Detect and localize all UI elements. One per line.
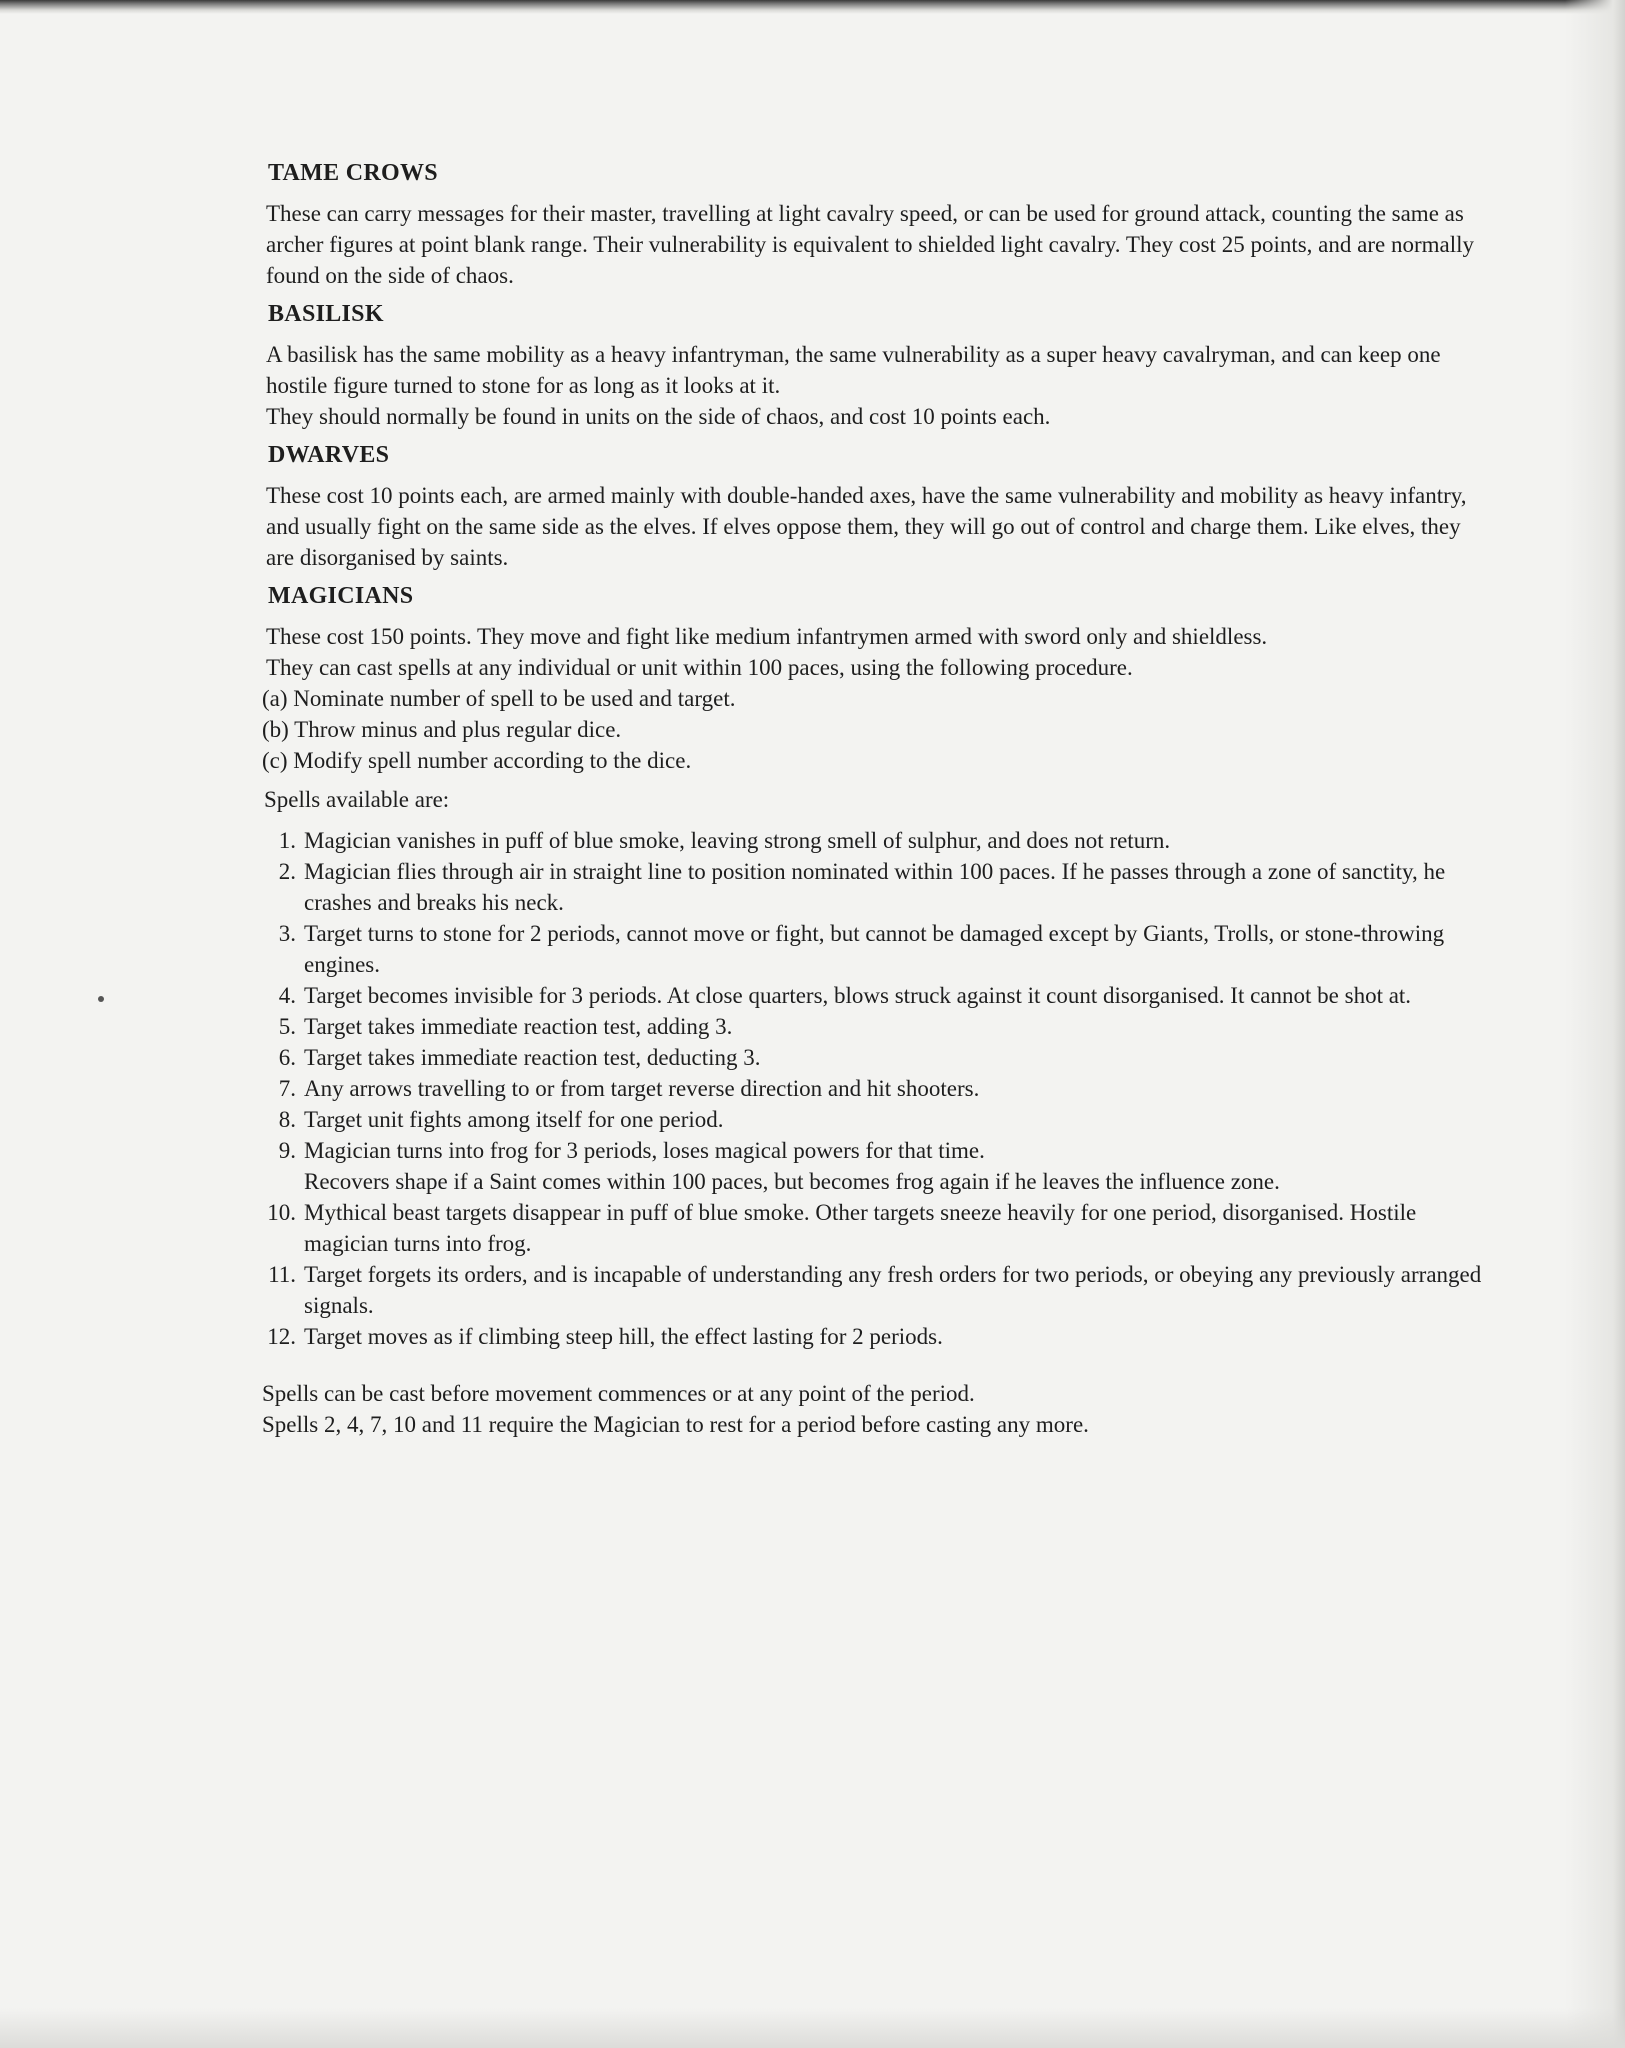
spell-number: 5. [278,1014,296,1039]
spell-number: 12. [267,1324,296,1349]
section-paragraph: These can carry messages for their master, travelling at light cavalry speed, or can be used for ground attack, counting the same as archer figures at point blank range. Their vulnerability is equivalent to shielded light cavalry. They cost 25 points, and are normally found on the side of chaos. [266,201,1475,288]
scan-edge-right [1565,0,1625,2048]
spell-number: 6. [278,1045,296,1070]
spell-line: Recovers shape if a Saint comes within 100 paces, but becomes frog again if he leaves the influence zone. [304,1169,1280,1194]
spell-list [262,825,1492,1352]
spell-number: 11. [268,1262,296,1287]
spell-item [262,918,1492,980]
spell-line: Magician vanishes in puff of blue smoke, leaving strong smell of sulphur, and does not return. [304,828,1171,853]
spells-label: Spells available are: [264,787,450,812]
section-title: MAGICIANS [268,583,414,609]
spell-text [304,856,1492,918]
spell-line: Any arrows travelling to or from target reverse direction and hit shooters. [304,1076,980,1101]
spell-text [304,1259,1492,1321]
spell-text [304,1321,1492,1352]
spell-item [262,980,1492,1011]
spell-line: Target takes immediate reaction test, adding 3. [304,1014,733,1039]
spell-number: 9. [278,1138,296,1163]
spell-item [262,1042,1492,1073]
spell-number: 7. [278,1076,296,1101]
spell-text [304,918,1492,980]
spell-text [304,980,1492,1011]
spell-number: 2. [278,859,296,884]
procedure-step: (b) Throw minus and plus regular dice. [262,717,622,742]
spell-line: Target takes immediate reaction test, deducting 3. [304,1045,761,1070]
spell-line: Target becomes invisible for 3 periods. At close quarters, blows struck against it count disorganised. It cannot be shot at. [304,983,1412,1008]
section-paragraph: These cost 150 points. They move and fight like medium infantrymen armed with sword only and shieldless. [266,624,1268,649]
spell-item [262,1321,1492,1352]
spell-line: Target forgets its orders, and is incapable of understanding any fresh orders for two periods, or obeying any previously arranged signals. [304,1262,1482,1318]
spell-line: Target turns to stone for 2 periods, cannot move or fight, but cannot be damaged except by Giants, Trolls, or stone-throwing engines. [304,921,1445,977]
spell-line: Magician flies through air in straight line to position nominated within 100 paces. If he passes through a zone of sanctity, he crashes and breaks his neck. [304,859,1446,915]
section-tame-crows [262,158,1492,291]
spell-text [304,1073,1492,1104]
section-paragraph: They can cast spells at any individual or unit within 100 paces, using the following procedure. [266,655,1133,680]
spell-number: 10. [267,1200,296,1225]
spell-line: Mythical beast targets disappear in puff of blue smoke. Other targets sneeze heavily for one period, disorganised. Hostile magician turns into frog. [304,1200,1417,1256]
spell-number: 4. [278,983,296,1008]
spell-line: Target moves as if climbing steep hill, the effect lasting for 2 periods. [304,1324,943,1349]
scan-speck [98,996,104,1002]
section-title: BASILISK [268,301,384,327]
spell-number: 8. [278,1107,296,1132]
spell-item [262,856,1492,918]
spell-line: Magician turns into frog for 3 periods, loses magical powers for that time. [304,1138,985,1163]
section-paragraph: These cost 10 points each, are armed mainly with double-handed axes, have the same vulnerability and mobility as heavy infantry, and usually fight on the same side as the elves. If elves oppose them, they will go out of control and charge them. Like elves, they are disorganised by saints. [266,483,1467,570]
section-title: DWARVES [268,442,390,468]
closing-line: Spells can be cast before movement commences or at any point of the period. [262,1381,975,1406]
spell-item [262,1259,1492,1321]
scan-edge-bottom [0,2008,1625,2048]
spell-number: 3. [278,921,296,946]
procedure-steps [262,683,1492,776]
closing-line: Spells 2, 4, 7, 10 and 11 require the Magician to rest for a period before casting any more. [262,1412,1089,1437]
spell-item [262,1073,1492,1104]
procedure-step: (a) Nominate number of spell to be used and target. [262,686,736,711]
spell-text [304,825,1492,856]
spell-text [304,1042,1492,1073]
spell-item [262,825,1492,856]
section-basilisk [262,299,1492,432]
spell-text [304,1197,1492,1259]
closing-notes [262,1378,1492,1440]
spell-item [262,1135,1492,1197]
section-title: TAME CROWS [268,160,438,186]
spell-number: 1. [278,828,296,853]
section-paragraph: A basilisk has the same mobility as a heavy infantryman, the same vulnerability as a super heavy cavalryman, and can keep one hostile figure turned to stone for as long as it looks at it. [266,342,1441,398]
spell-item [262,1104,1492,1135]
spell-text [304,1104,1492,1135]
document-page [262,150,1492,1440]
spell-text [304,1135,1492,1197]
section-magicians [262,581,1492,1440]
spell-item [262,1197,1492,1259]
procedure-step: (c) Modify spell number according to the dice. [262,748,692,773]
section-dwarves [262,440,1492,573]
spell-text [304,1011,1492,1042]
scan-edge-top [0,0,1625,14]
spell-item [262,1011,1492,1042]
spell-line: Target unit fights among itself for one period. [304,1107,724,1132]
section-paragraph: They should normally be found in units on the side of chaos, and cost 10 points each. [266,404,1051,429]
